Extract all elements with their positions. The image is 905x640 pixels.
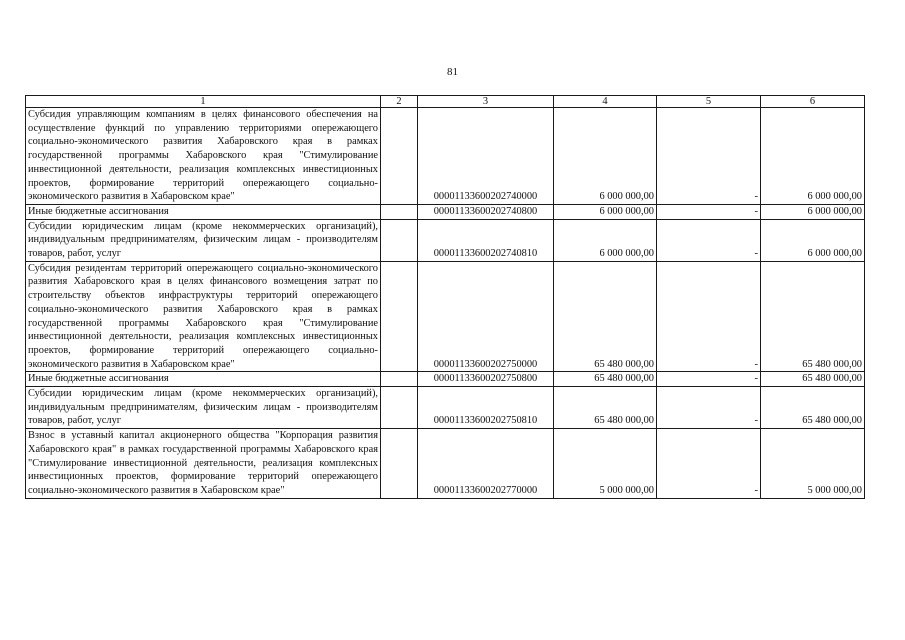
table-row [26, 108, 865, 205]
row-col2 [381, 219, 418, 261]
row-description: Взнос в уставный капитал акционерного общества "Корпорация развития Хабаровского края" в рамках государственной программы Хабаровского края "Стимулирование инвестиционной деятельности, реализация комплексных инвестиционных проектов, формирование территорий опережающего социально-экономического развития в Хабаровском крае" [26, 429, 381, 499]
row-total: 6 000 000,00 [761, 219, 865, 261]
table-row [26, 372, 865, 387]
row-col5: - [657, 429, 761, 499]
table-header-row [26, 96, 865, 108]
budget-table [25, 95, 865, 499]
row-col2 [381, 429, 418, 499]
page-number: 81 [447, 66, 458, 78]
row-col5: - [657, 219, 761, 261]
row-col2 [381, 387, 418, 429]
row-amount: 6 000 000,00 [554, 204, 657, 219]
row-code: 00001133600202770000 [418, 429, 554, 499]
row-amount: 65 480 000,00 [554, 387, 657, 429]
header-cell-4: 4 [554, 96, 657, 108]
row-total: 65 480 000,00 [761, 261, 865, 372]
row-col2 [381, 108, 418, 205]
row-col2 [381, 204, 418, 219]
header-cell-1: 1 [26, 96, 381, 108]
header-cell-6: 6 [761, 96, 865, 108]
row-description: Субсидии юридическим лицам (кроме некоммерческих организаций), индивидуальным предпринимателям, физическим лицам - производителям товаров, работ, услуг [26, 387, 381, 429]
row-col5: - [657, 372, 761, 387]
row-description: Субсидия управляющим компаниям в целях финансового обеспечения на осуществление функций по управлению территориями опережающего социально-экономического развития Хабаровского края в рамках государственной программы Хабаровского края "Стимулирование инвестиционной деятельности, реализация комплексных инвестиционных проектов, формирование территорий опережающего социально-экономического развития в Хабаровском крае" [26, 108, 381, 205]
table-row [26, 429, 865, 499]
row-code: 00001133600202750000 [418, 261, 554, 372]
table-row [26, 261, 865, 372]
row-col5: - [657, 387, 761, 429]
row-total: 5 000 000,00 [761, 429, 865, 499]
row-col2 [381, 261, 418, 372]
row-description: Иные бюджетные ассигнования [26, 372, 381, 387]
row-amount: 6 000 000,00 [554, 108, 657, 205]
row-col5: - [657, 108, 761, 205]
row-amount: 6 000 000,00 [554, 219, 657, 261]
header-cell-3: 3 [418, 96, 554, 108]
row-col5: - [657, 261, 761, 372]
row-code: 00001133600202740810 [418, 219, 554, 261]
table-row [26, 219, 865, 261]
row-col2 [381, 372, 418, 387]
row-total: 6 000 000,00 [761, 204, 865, 219]
row-amount: 65 480 000,00 [554, 372, 657, 387]
header-cell-2: 2 [381, 96, 418, 108]
header-cell-5: 5 [657, 96, 761, 108]
row-amount: 5 000 000,00 [554, 429, 657, 499]
row-total: 65 480 000,00 [761, 387, 865, 429]
row-description: Субсидии юридическим лицам (кроме некоммерческих организаций), индивидуальным предпринимателям, физическим лицам - производителям товаров, работ, услуг [26, 219, 381, 261]
row-code: 00001133600202740800 [418, 204, 554, 219]
row-code: 00001133600202740000 [418, 108, 554, 205]
table-row [26, 387, 865, 429]
row-total: 65 480 000,00 [761, 372, 865, 387]
table-row [26, 204, 865, 219]
row-description: Субсидия резидентам территорий опережающего социально-экономического развития Хабаровского края в целях финансового возмещения затрат по строительству объектов инфраструктуры территорий опережающего социально-экономического развития Хабаровского края в рамках государственной программы Хабаровского края "Стимулирование инвестиционной деятельности, реализация комплексных инвестиционных проектов, формирование территорий опережающего социально-экономического развития в Хабаровском крае" [26, 261, 381, 372]
row-description: Иные бюджетные ассигнования [26, 204, 381, 219]
row-total: 6 000 000,00 [761, 108, 865, 205]
row-col5: - [657, 204, 761, 219]
row-code: 00001133600202750810 [418, 387, 554, 429]
row-code: 00001133600202750800 [418, 372, 554, 387]
row-amount: 65 480 000,00 [554, 261, 657, 372]
